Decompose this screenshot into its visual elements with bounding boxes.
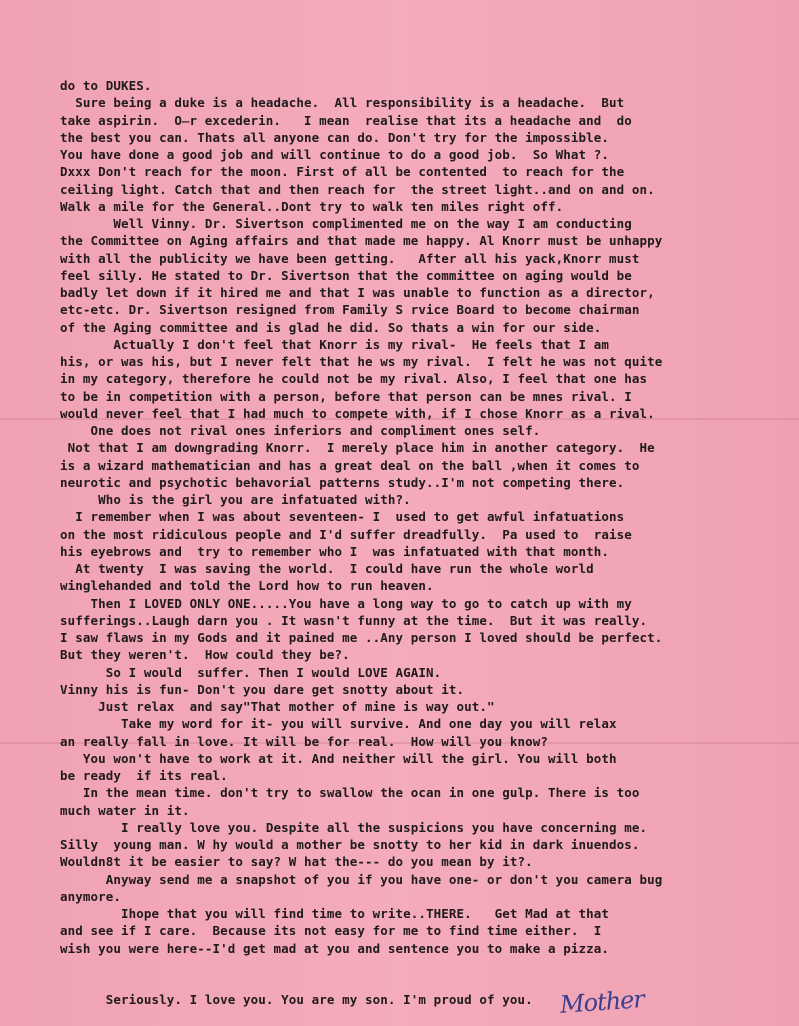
letter-line: an really fall in love. It will be for real. How will you know? [60,733,549,749]
signature: Mother [559,985,645,1019]
letter-line: feel silly. He stated to Dr. Sivertson that the committee on aging would be [60,267,632,283]
letter-line: neurotic and psychotic behavorial patterns study..I'm not competing there. [60,474,625,490]
letter-line: with all the publicity we have been getting. After all his yack,Knorr must [60,250,640,266]
letter-line: etc-etc. Dr. Sivertson resigned from Family S rvice Board to become chairman [60,302,640,318]
letter-line: Just relax and say"That mother of mine is way out." [60,699,495,714]
letter-line: I really love you. Despite all the suspicions you have concerning me. [60,819,648,835]
letter-line: In the mean time. don't try to swallow the ocan in one gulp. There is too [60,785,640,801]
letter-line: take aspirin. O̶r excederin. I mean realise that its a headache and do [60,112,632,128]
letter-line: I remember when I was about seventeen- I used to get awful infatuations [60,509,625,525]
letter-line: I saw flaws in my Gods and it pained me ..Any person I loved should be perfect. [60,630,663,645]
letter-line: You have done a good job and will continue to do a good job. So What ?. [60,147,610,162]
letter-line: of the Aging committee and is glad he did. So thats a win for our side. [60,319,602,335]
letter-line: Dxxx Don't reach for the moon. First of all be contented to reach for the [60,164,625,180]
letter-line: wish you were here--I'd get mad at you and sentence you to make a pizza. [60,940,610,956]
letter-line: You won't have to work at it. And neither will the girl. You will both [60,750,617,766]
letter-line: Ihope that you will find time to write..THERE. Get Mad at that [60,906,610,921]
letter-line: ceiling light. Catch that and then reach for the street light..and on and on. [60,181,655,197]
letter-line: do to DUKES. [60,78,152,93]
letter-line: So I would suffer. Then I would LOVE AGAIN. [60,664,442,680]
letter-line: and see if I care. Because its not easy for me to find time either. I [60,923,602,939]
letter-line: But they weren't. How could they be?. [60,647,350,663]
letter-line: anymore. [60,888,122,904]
letter-line: Seriously. I love you. You are my son. I'm proud of you. [60,992,533,1008]
letter-line: is a wizard mathematician and has a great deal on the ball ,when it comes to [60,457,640,473]
letter-line: would never feel that I had much to compete with, if I chose Knorr as a rival. [60,405,655,421]
letter-line: to be in competition with a person, before that person can be mnes rival. I [60,388,632,404]
letter-line: much water in it. [60,802,190,818]
letter-line: his, or was his, but I never felt that he ws my rival. I felt he was not quite [60,354,663,369]
letter-line: Then I LOVED ONLY ONE.....You have a long way to go to catch up with my [60,595,632,611]
letter-line: sufferings..Laugh darn you . It wasn't funny at the time. But it was really. [60,612,648,628]
letter-line: in my category, therefore he could not be my rival. Also, I feel that one has [60,371,648,387]
letter-line: Silly young man. W hy would a mother be snotty to her kid in dark inuendos. [60,837,640,852]
letter-line: his eyebrows and try to remember who I was infatuated with that month. [60,543,610,559]
letter-line: Sure being a duke is a headache. All responsibility is a headache. But [60,95,625,111]
letter-line: Anyway send me a snapshot of you if you have one- or don't you camera bug [60,871,663,887]
letter-line: Well Vinny. Dr. Sivertson complimented me on the way I am conducting [60,216,632,231]
letter-line: Actually I don't feel that Knorr is my rival- He feels that I am [60,336,610,352]
letter-line: on the most ridiculous people and I'd suffer dreadfully. Pa used to raise [60,526,632,542]
letter-line: Take my word for it- you will survive. And one day you will relax [60,716,617,732]
letter-line: Walk a mile for the General..Dont try to walk ten miles right off. [60,198,564,214]
letter-line: Who is the girl you are infatuated with?. [60,492,411,507]
letter-line: the Committee on Aging affairs and that made me happy. Al Knorr must be unhappy [60,233,663,249]
letter-line: the best you can. Thats all anyone can do. Don't try for the impossible. [60,129,610,145]
letter-line: badly let down if it hired me and that I was unable to function as a director, [60,285,655,300]
letter-line: Vinny his is fun- Don't you dare get snotty about it. [60,681,465,697]
letter-line: winglehanded and told the Lord how to run heaven. [60,578,434,594]
letter-line: At twenty I was saving the world. I could have run the whole world [60,561,594,576]
letter-line: Wouldn8t it be easier to say? W hat the--- do you mean by it?. [60,854,533,870]
letter-line: be ready if its real. [60,768,228,783]
letter-line: Not that I am downgrading Knorr. I merely place him in another category. He [60,440,655,456]
letter-line: One does not rival ones inferiors and compliment ones self. [60,423,541,438]
